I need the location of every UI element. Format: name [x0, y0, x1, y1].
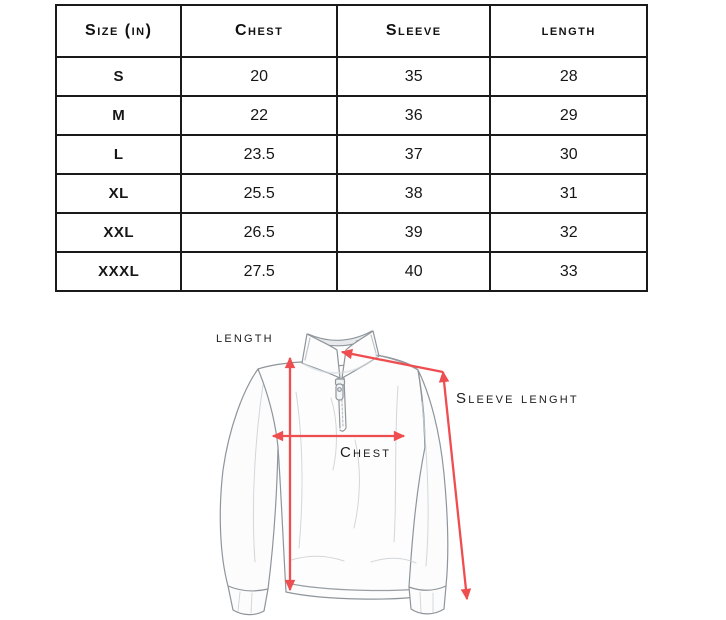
chest-cell: 23.5 [181, 135, 337, 174]
header-sleeve: Sleeve [337, 5, 491, 57]
chest-cell: 20 [181, 57, 337, 96]
length-label: length [216, 329, 274, 346]
sleeve-cell: 37 [337, 135, 491, 174]
length-cell: 31 [490, 174, 647, 213]
length-cell: 28 [490, 57, 647, 96]
header-length: length [490, 5, 647, 57]
length-cell: 29 [490, 96, 647, 135]
sleeve-length-label: Sleeve lenght [456, 390, 579, 407]
header-chest: Chest [181, 5, 337, 57]
chest-label: Chest [340, 444, 392, 461]
chest-cell: 26.5 [181, 213, 337, 252]
size-cell: XXL [56, 213, 181, 252]
size-cell: S [56, 57, 181, 96]
chest-cell: 22 [181, 96, 337, 135]
size-cell: M [56, 96, 181, 135]
length-cell: 32 [490, 213, 647, 252]
chest-cell: 25.5 [181, 174, 337, 213]
sleeve-cell: 35 [337, 57, 491, 96]
length-cell: 33 [490, 252, 647, 291]
sleeve-cell: 40 [337, 252, 491, 291]
sleeve-cell: 39 [337, 213, 491, 252]
header-size: Size (in) [56, 5, 181, 57]
length-cell: 30 [490, 135, 647, 174]
sleeve-cell: 38 [337, 174, 491, 213]
chest-cell: 27.5 [181, 252, 337, 291]
size-cell: L [56, 135, 181, 174]
sleeve-cell: 36 [337, 96, 491, 135]
size-cell: XXXL [56, 252, 181, 291]
size-cell: XL [56, 174, 181, 213]
garment-sketch [220, 331, 447, 615]
